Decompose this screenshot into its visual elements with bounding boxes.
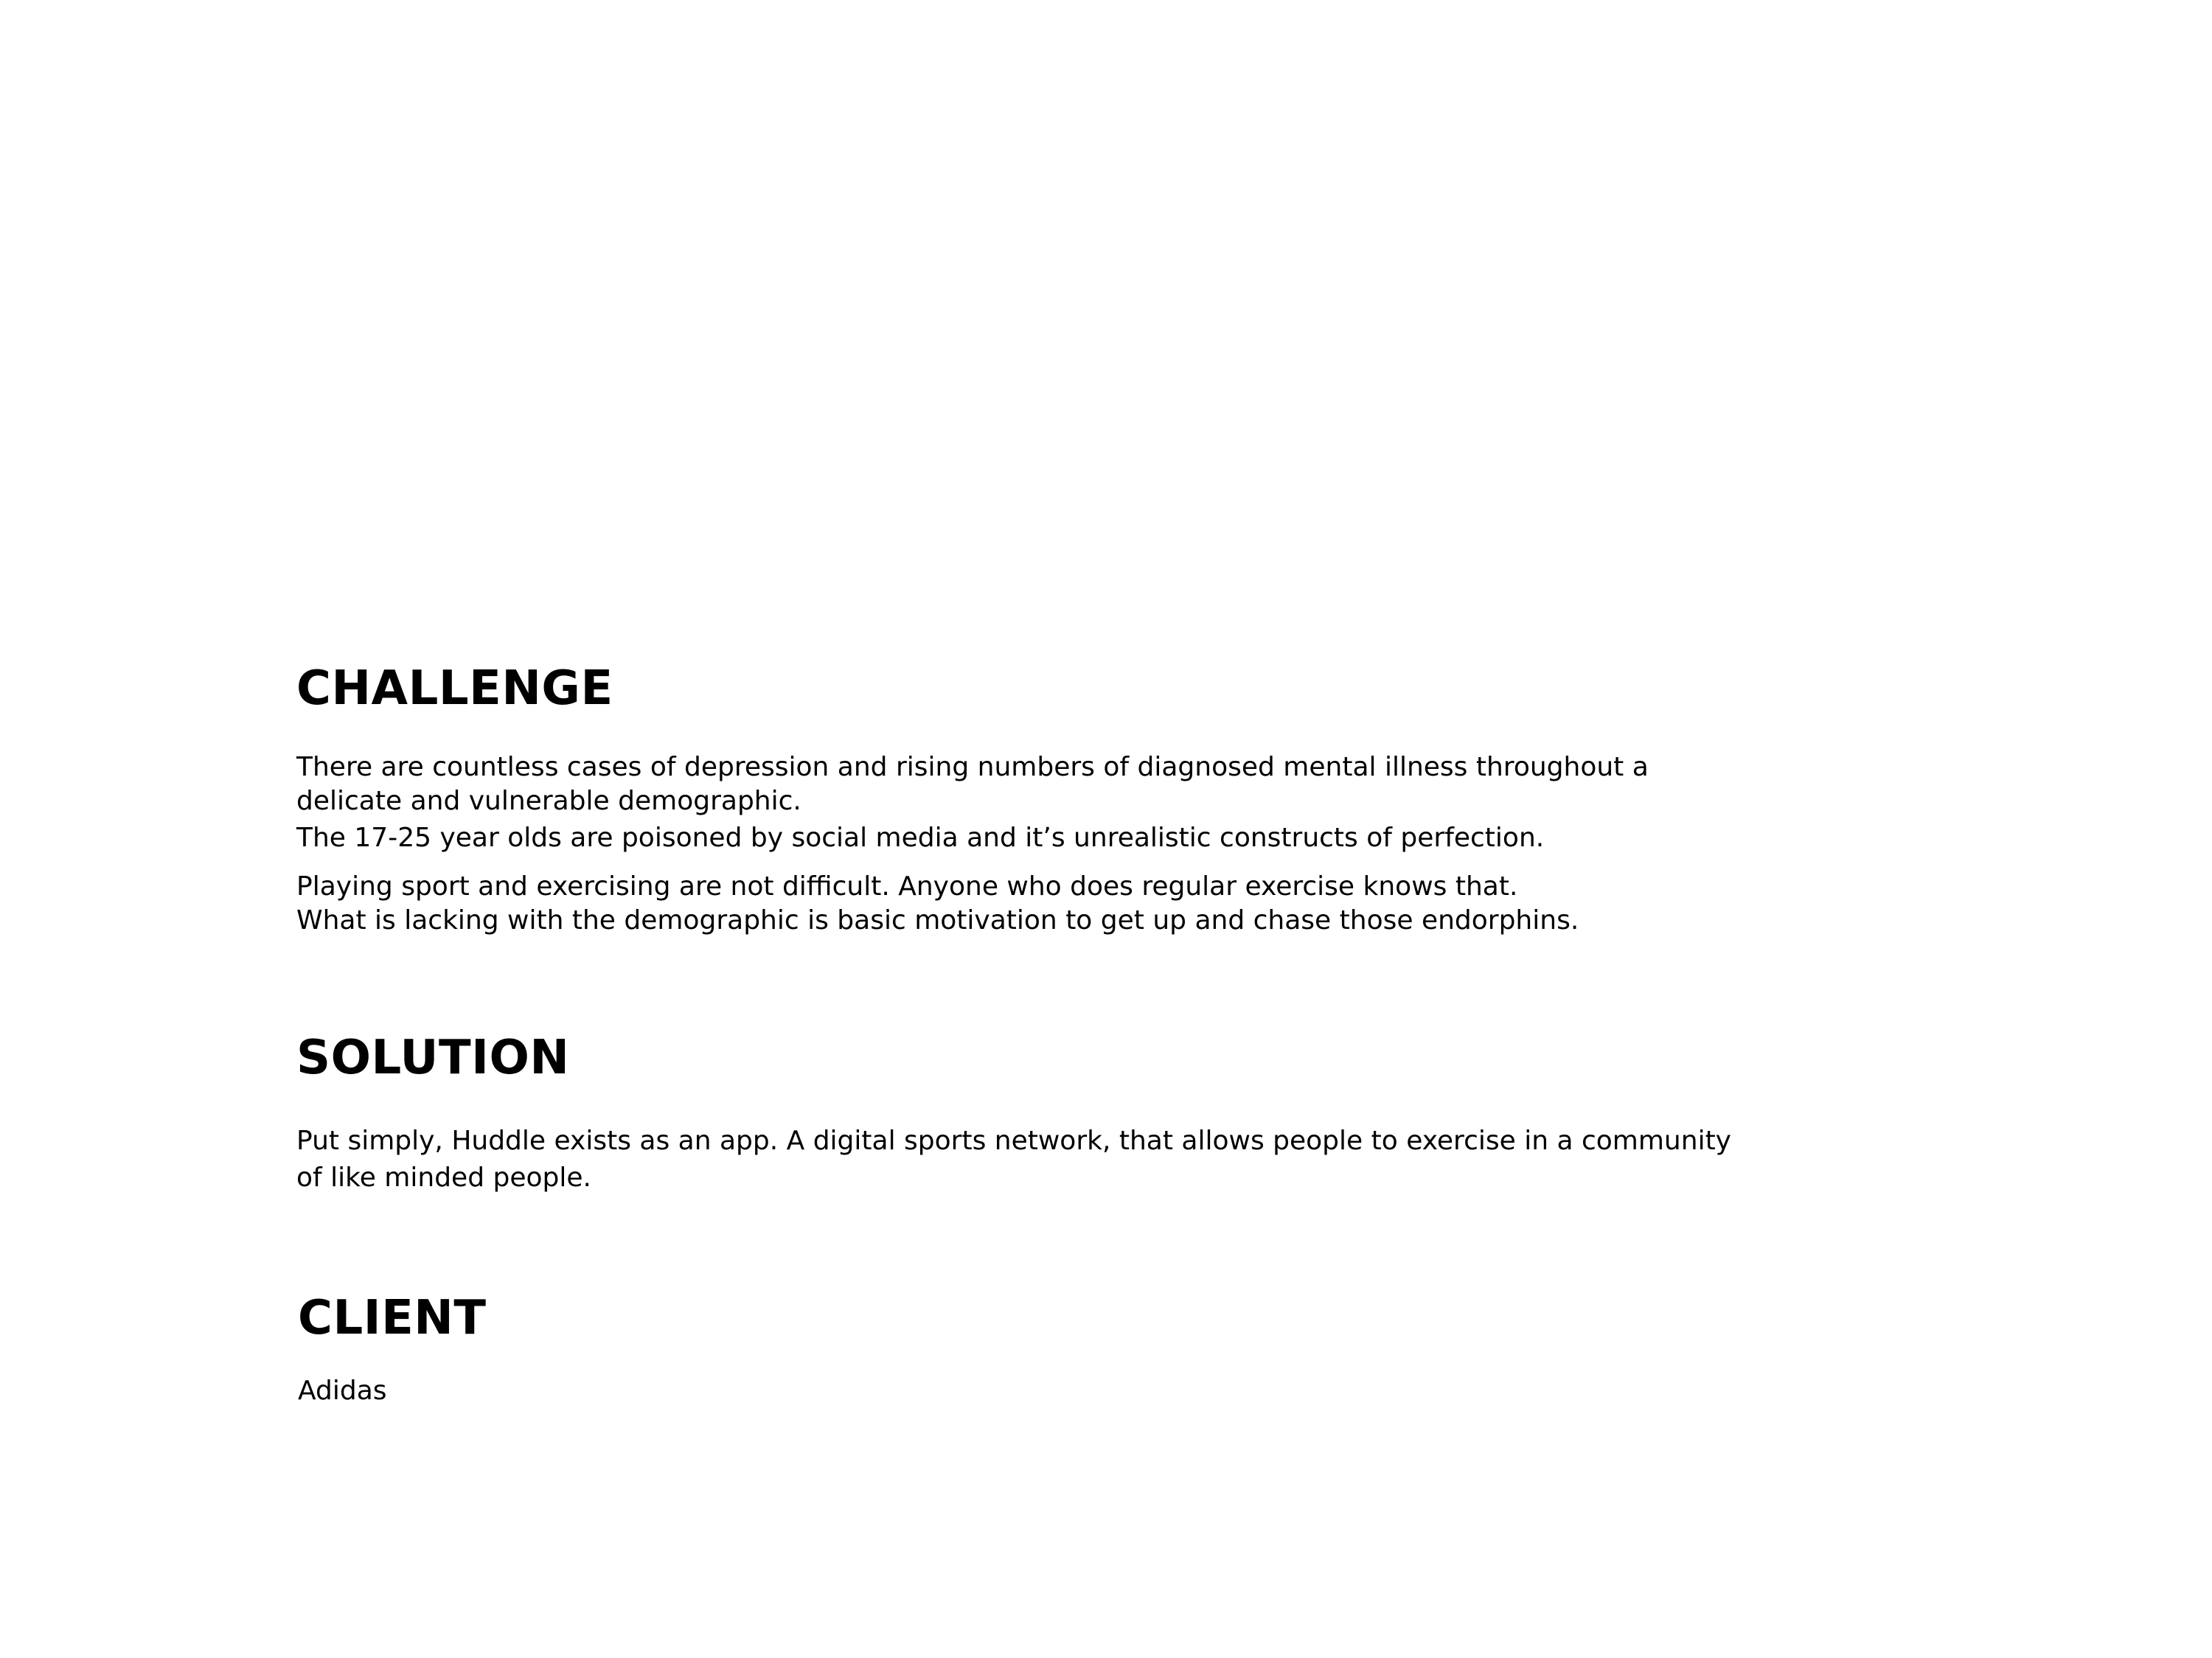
challenge-paragraph: There are countless cases of depression and rising numbers of diagnosed mental illness throughout a delicate and vulnerable demographic. — [296, 752, 1649, 816]
challenge-section — [296, 662, 1742, 938]
client-section — [298, 1292, 1743, 1408]
solution-heading: SOLUTION — [296, 1031, 570, 1085]
solution-paragraph: Put simply, Huddle exists as an app. A digital sports network, that allows people to exercise in a community of like minded people. — [296, 1126, 1731, 1193]
client-name: Adidas — [298, 1376, 387, 1406]
solution-section — [296, 1031, 1742, 1197]
client-heading: CLIENT — [298, 1291, 487, 1345]
challenge-paragraph: What is lacking with the demographic is basic motivation to get up and chase those endorphins. — [296, 905, 1579, 936]
challenge-paragraph: The 17-25 year olds are poisoned by social media and it’s unrealistic constructs of perfection. — [296, 823, 1545, 853]
challenge-paragraph: Playing sport and exercising are not difficult. Anyone who does regular exercise knows that. — [296, 871, 1518, 902]
challenge-heading: CHALLENGE — [296, 661, 613, 716]
